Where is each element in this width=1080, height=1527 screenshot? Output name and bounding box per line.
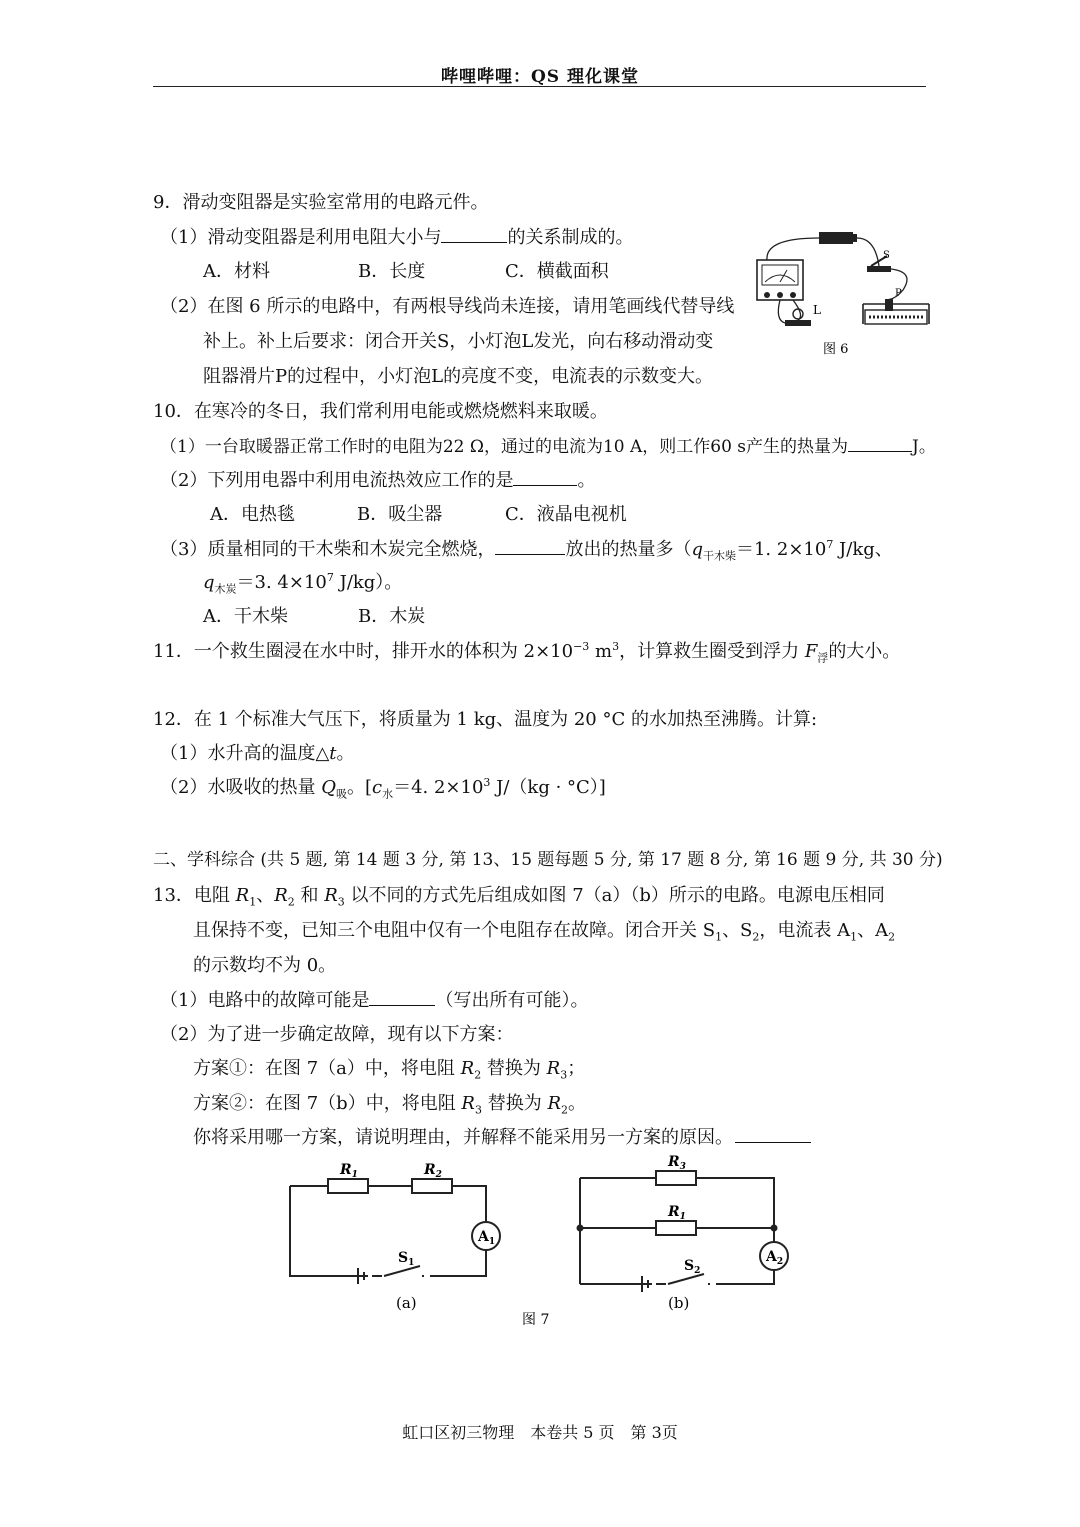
q13-part1-post: （写出所有可能）。 [435, 990, 589, 1011]
q10-unit-charcoal: J/kg）。 [333, 572, 403, 593]
q12-exp: 3 [483, 776, 491, 789]
sub: 2 [752, 930, 760, 944]
q10-exp-charcoal: 7 [326, 571, 334, 584]
sub: 1 [850, 930, 858, 944]
resistor-r1-a [328, 1179, 368, 1193]
label-s: S [883, 250, 890, 261]
q13-line2 [193, 919, 895, 943]
r1-label-b: $R_1$ [668, 1204, 686, 1222]
q10-part3 [160, 538, 893, 562]
q13-text: 、A [857, 920, 889, 941]
q10-sub-wood: 干木柴 [702, 549, 736, 563]
fig7a-label: (a) [396, 1294, 417, 1312]
r-symbol: R [274, 885, 288, 906]
circuit-a-wires [290, 1186, 486, 1284]
q12-part2-pre: （2）水吸收的热量 [160, 777, 322, 798]
q9-part2-line3: 阻器滑片P的过程中，小灯泡L的亮度不变，电流表的示数变大。 [203, 366, 714, 387]
q13-line3: 的示数均不为 0。 [193, 955, 337, 976]
q13-text: 方案②：在图 7（b）中，将电阻 [193, 1093, 462, 1114]
junction-dot [771, 1225, 778, 1232]
sub: 2 [474, 1068, 482, 1082]
resistor-r1-b [656, 1221, 696, 1235]
q13-text: 和 [294, 885, 325, 906]
q13-text: ，电流表 A [759, 920, 851, 941]
c-symbol: c [371, 777, 383, 798]
sub: 3 [337, 895, 345, 909]
fig7-caption: 图 7 [522, 1312, 550, 1328]
sub: 1 [249, 895, 257, 909]
answer-blank [495, 538, 565, 555]
q12-c-sub: 水 [382, 787, 394, 801]
q10-opt-c: C．液晶电视机 [505, 504, 627, 525]
q13-part1-pre: （1）电路中的故障可能是 [160, 990, 370, 1011]
q13-ask-text: 你将采用哪一方案，请说明理由，并解释不能采用另一方案的原因。 [193, 1127, 733, 1148]
q-symbol: q [203, 572, 215, 593]
q13-text: 、 [256, 885, 275, 906]
q9-part1-pre: （1）滑动变阻器是利用电阻大小与 [160, 227, 442, 248]
sub: 2 [888, 930, 896, 944]
q10-part3-pre: （3）质量相同的干木柴和木炭完全燃烧， [160, 539, 496, 560]
q10-sub-charcoal: 木炭 [214, 582, 237, 596]
q10-value-wood: ＝1. 2×10 [735, 539, 827, 560]
sub: 2 [287, 895, 295, 909]
q13-plan2 [193, 1092, 586, 1116]
q13-text: 13．电阻 [153, 885, 236, 906]
q13-text: 且保持不变，已知三个电阻中仅有一个电阻存在故障。闭合开关 S [193, 920, 716, 941]
q13-plan1 [193, 1057, 585, 1081]
a2-label: $A_2$ [766, 1249, 784, 1267]
q13-part2: （2）为了进一步确定故障，现有以下方案： [160, 1024, 514, 1045]
q12-unit: J/（kg · °C）] [490, 777, 606, 798]
q11-mid: m [589, 641, 613, 662]
figure-6 [745, 220, 935, 360]
rheostat-icon [863, 299, 929, 324]
q13-text: 。 [568, 1093, 586, 1114]
s1-label: $S_1$ [398, 1250, 415, 1268]
r-symbol: R [547, 1093, 561, 1114]
a1-label: $A_1$ [478, 1229, 496, 1247]
q12-part2-mid: 。[ [346, 777, 372, 798]
q13-text: 以不同的方式先后组成如图 7（a）（b）所示的电路。电源电压相同 [344, 885, 885, 906]
q11-post: ，计算救生圈受到浮力 [619, 641, 805, 662]
q10-p3-opt-a: A．干木柴 [203, 606, 288, 627]
f-symbol: F [804, 641, 818, 662]
q10-part1 [160, 435, 936, 459]
q9-opt-c: C．横截面积 [505, 261, 609, 282]
page-header: 哔哩哔哩：QS 理化课堂 [440, 67, 639, 87]
resistor-r2-a [412, 1179, 452, 1193]
q10-part2 [160, 469, 595, 493]
r-symbol: R [546, 1058, 561, 1079]
sub: 3 [560, 1068, 568, 1082]
q12-part1-pre: （1）水升高的温度△ [160, 743, 330, 764]
q11-exp2: 3 [612, 640, 620, 653]
q10-p3-opt-b: B．木炭 [358, 606, 426, 627]
q11-pre: 11．一个救生圈浸在水中时，排开水的体积为 2×10 [153, 641, 574, 662]
answer-blank [513, 469, 577, 486]
r-symbol: R [235, 885, 250, 906]
lamp-icon [785, 309, 811, 326]
q13-text: 、S [722, 920, 753, 941]
q11-end: 的大小。 [828, 641, 901, 662]
q10-part2-pre: （2）下列用电器中利用电流热效应工作的是 [160, 470, 514, 491]
q13-text: 替换为 [481, 1093, 548, 1114]
q-symbol: q [691, 539, 703, 560]
battery-icon [819, 232, 857, 244]
t-symbol: t [329, 743, 337, 764]
q10-part2-post: 。 [577, 470, 596, 491]
q13-ask [193, 1126, 811, 1150]
s2-label: $S_2$ [684, 1258, 701, 1276]
q13-text: ； [567, 1058, 586, 1079]
figure-7 [280, 1150, 810, 1335]
q12-stem: 12．在 1 个标准大气压下，将质量为 1 kg、温度为 20 °C 的水加热至沸腾。计算: [153, 709, 818, 730]
q10-opt-b: B．吸尘器 [357, 504, 443, 525]
r-symbol: R [461, 1093, 475, 1114]
q11-exp: −3 [573, 640, 590, 653]
label-l: L [813, 303, 821, 317]
q10-opt-a: A．电热毯 [210, 504, 295, 525]
answer-blank [735, 1126, 811, 1143]
q11-f-sub: 浮 [817, 651, 829, 665]
sub: 1 [715, 930, 723, 944]
label-p: P [895, 288, 902, 299]
resistor-r3-b [656, 1171, 696, 1185]
q10-exp-wood: 7 [826, 538, 834, 551]
answer-blank [848, 435, 912, 452]
junction-dot [577, 1225, 584, 1232]
q12-value: ＝4. 2×10 [393, 777, 484, 798]
ammeter-icon [757, 260, 803, 300]
section2-title: 二、学科综合 (共 5 题, 第 14 题 3 分, 第 13、15 题每题 5 分, 第 17 题 8 分, 第 16 题 9 分, 共 30 分) [153, 850, 943, 870]
q9-part2-line2: 补上。补上后要求：闭合开关S，小灯泡L发光，向右移动滑动变 [203, 331, 714, 352]
page-footer: 虹口区初三物理 本卷共 5 页 第 3页 [402, 1423, 678, 1442]
q10-part3-line2 [203, 571, 402, 595]
r3-label-b: $R_3$ [668, 1154, 686, 1172]
q12-part2 [160, 776, 606, 800]
q11 [153, 640, 900, 664]
r2-label-a: $R_2$ [424, 1162, 442, 1180]
q12-part1-post: 。 [336, 743, 355, 764]
answer-blank [369, 989, 435, 1006]
circuit-b [577, 1154, 789, 1276]
q10-part3-mid: 放出的热量多（ [565, 539, 692, 560]
q10-part1-pre: （1）一台取暖器正常工作时的电阻为22 Ω，通过的电流为10 A，则工作60 s产生的热量为 [160, 437, 849, 457]
q9-opt-b: B．长度 [358, 261, 426, 282]
q13-text: 方案①：在图 7（a）中，将电阻 [193, 1058, 461, 1079]
answer-blank [441, 226, 507, 243]
q9-part2-line1: （2）在图 6 所示的电路中，有两根导线尚未连接，请用笔画线代替导线 [160, 296, 735, 317]
q10-value-charcoal: ＝3. 4×10 [236, 572, 327, 593]
q10-stem: 10．在寒冷的冬日，我们常利用电能或燃烧燃料来取暖。 [153, 401, 608, 422]
q9-part1 [160, 226, 633, 250]
circuit-a [328, 1162, 500, 1268]
q9-part1-post: 的关系制成的。 [507, 227, 634, 248]
q12-q-sub: 吸 [335, 787, 347, 801]
r1-label-a: $R_1$ [340, 1162, 358, 1180]
r-symbol: R [460, 1058, 475, 1079]
sub: 3 [474, 1103, 482, 1117]
q12-part1 [160, 742, 355, 766]
q9-opt-a: A．材料 [203, 261, 270, 282]
q9-stem: 9．滑动变阻器是实验室常用的电路元件。 [153, 192, 489, 213]
header-rule [153, 86, 926, 87]
fig7b-label: (b) [668, 1294, 690, 1312]
q-symbol: Q [321, 777, 336, 798]
q13-text: 替换为 [481, 1058, 547, 1079]
q13-part1 [160, 989, 588, 1013]
q10-part1-post: J。 [912, 437, 936, 457]
q13-line1 [153, 884, 885, 908]
fig6-caption: 图 6 [823, 342, 849, 357]
q10-unit-wood: J/kg、 [833, 539, 893, 560]
sub: 2 [561, 1103, 568, 1117]
r-symbol: R [324, 885, 338, 906]
